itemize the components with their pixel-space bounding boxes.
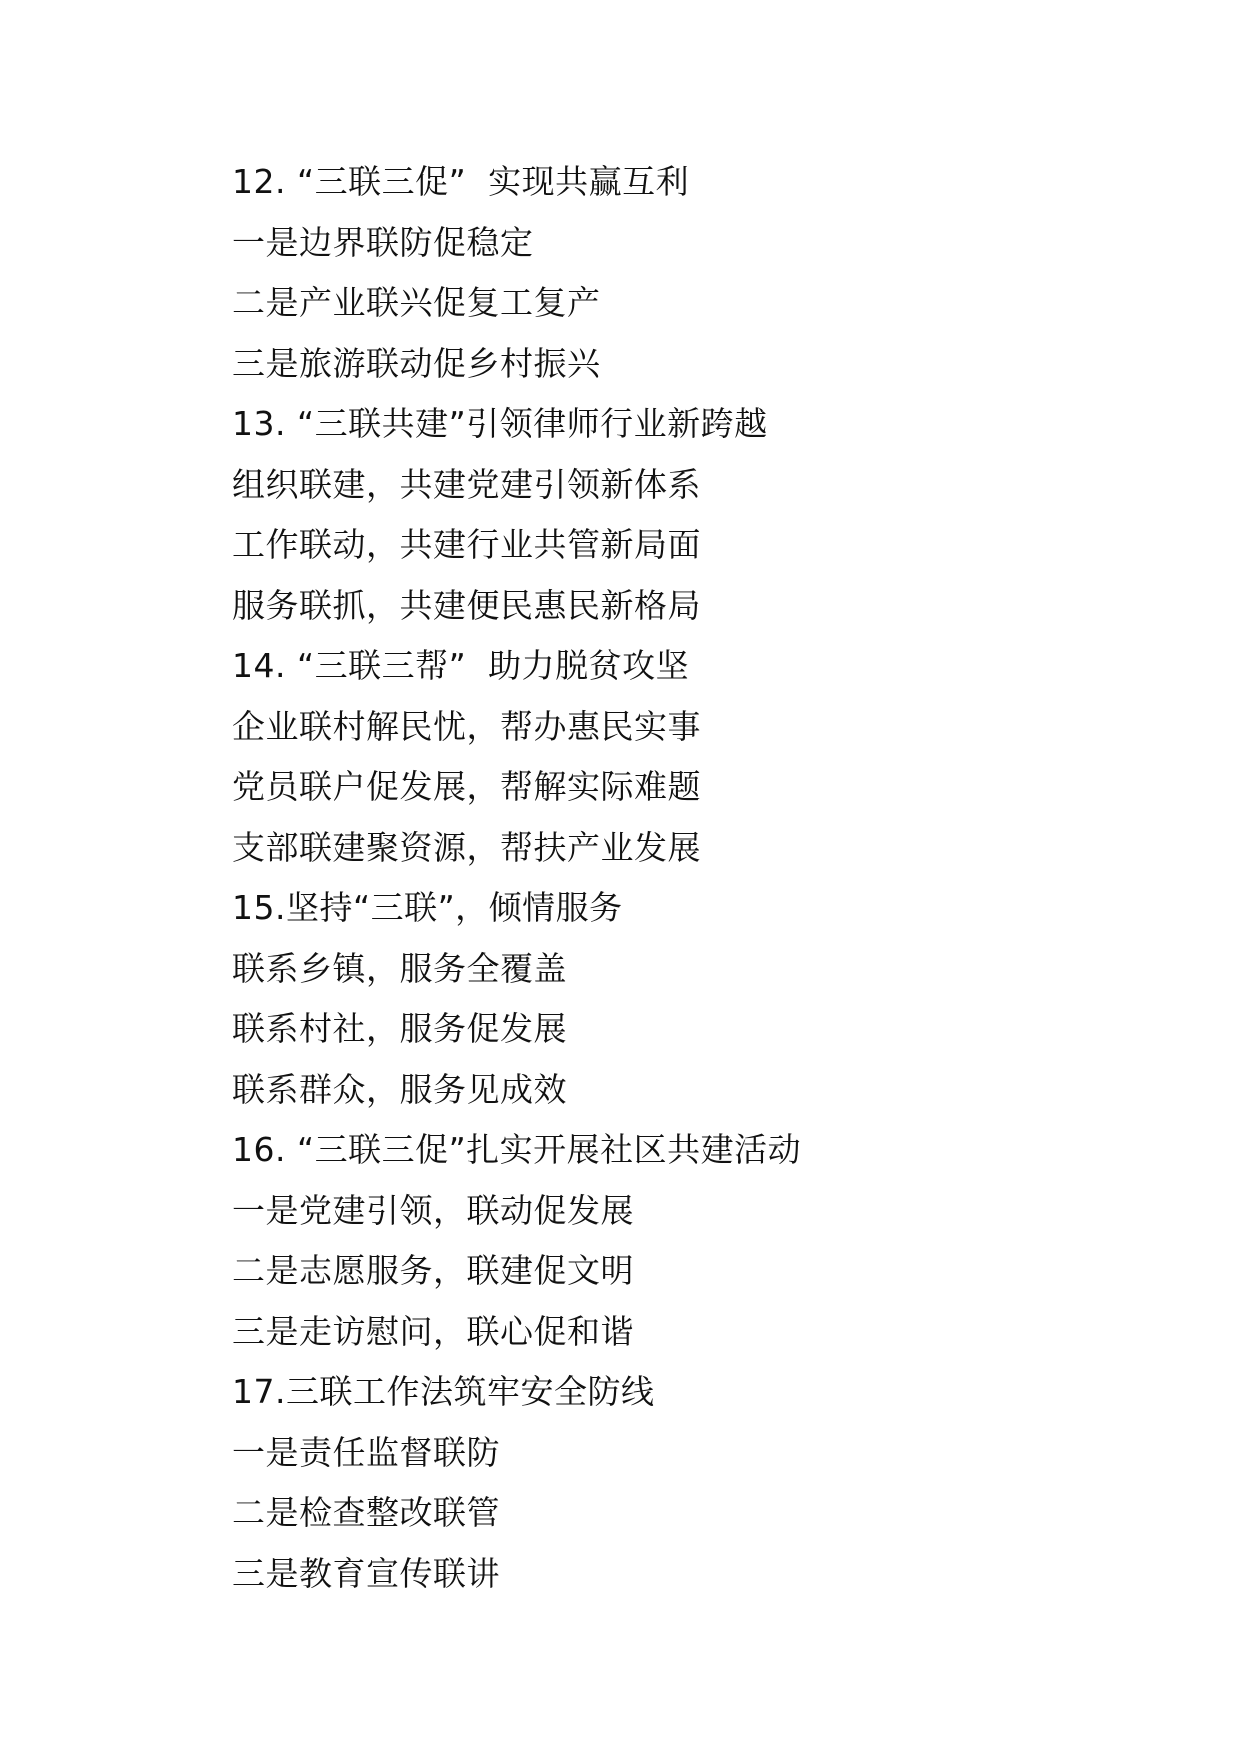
section-item: 组织联建，共建党建引领新体系 bbox=[232, 464, 701, 504]
section-item: 党员联户促发展，帮解实际难题 bbox=[232, 767, 701, 806]
section-item: 服务联抓，共建便民惠民新格局 bbox=[232, 585, 701, 625]
section-heading: 12. “三联三促” 实现共赢互利 bbox=[232, 162, 690, 201]
section-item: 二是检查整改联管 bbox=[232, 1493, 500, 1532]
section-item: 一是责任监督联防 bbox=[232, 1432, 500, 1472]
section-heading: 14. “三联三帮” 助力脱贫攻坚 bbox=[232, 646, 690, 685]
section-item: 联系群众，服务见成效 bbox=[232, 1069, 567, 1109]
document-body bbox=[232, 152, 1192, 1604]
section-heading: 13. “三联共建”引领律师行业新跨越 bbox=[232, 404, 768, 443]
section-item: 二是志愿服务，联建促文明 bbox=[232, 1251, 634, 1290]
section-item: 二是产业联兴促复工复产 bbox=[232, 283, 601, 322]
section-item: 一是边界联防促稳定 bbox=[232, 222, 534, 262]
section-item: 一是党建引领，联动促发展 bbox=[232, 1190, 634, 1230]
section-item: 工作联动，共建行业共管新局面 bbox=[232, 525, 701, 564]
section-item: 三是走访慰问，联心促和谐 bbox=[232, 1311, 634, 1351]
section-item: 联系乡镇，服务全覆盖 bbox=[232, 948, 567, 988]
section-item: 企业联村解民忧，帮办惠民实事 bbox=[232, 706, 701, 746]
section-item: 联系村社，服务促发展 bbox=[232, 1009, 567, 1048]
section-item: 三是旅游联动促乡村振兴 bbox=[232, 343, 601, 383]
section-item: 支部联建聚资源，帮扶产业发展 bbox=[232, 827, 701, 867]
section-heading: 16. “三联三促”扎实开展社区共建活动 bbox=[232, 1130, 802, 1169]
section-item: 三是教育宣传联讲 bbox=[232, 1553, 500, 1593]
section-heading: 17.三联工作法筑牢安全防线 bbox=[232, 1372, 655, 1411]
section-heading: 15.坚持“三联”，倾情服务 bbox=[232, 888, 623, 927]
